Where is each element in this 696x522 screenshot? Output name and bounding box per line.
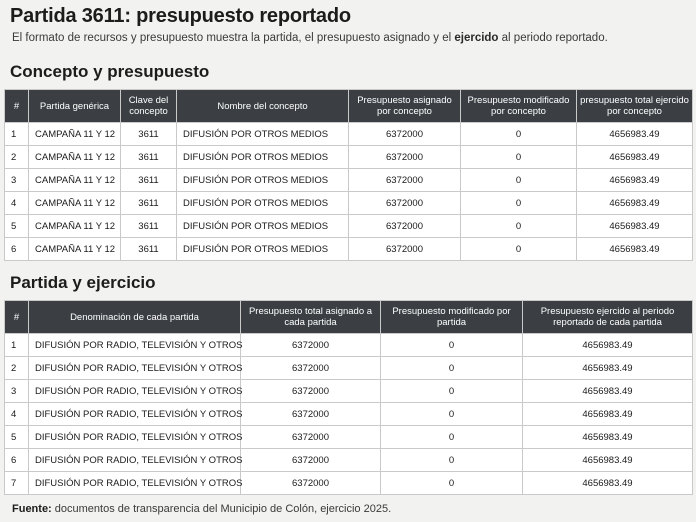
table-cell: 5 bbox=[5, 215, 29, 238]
table-row bbox=[5, 380, 693, 403]
table-cell: 3611 bbox=[121, 146, 177, 169]
column-header: presupuesto total ejercido por concepto bbox=[577, 90, 693, 123]
table-cell: 3 bbox=[5, 169, 29, 192]
table-cell: 6 bbox=[5, 238, 29, 261]
table-cell: 0 bbox=[461, 169, 577, 192]
table-row bbox=[5, 357, 693, 380]
table-cell: DIFUSIÓN POR RADIO, TELEVISIÓN Y OTROS bbox=[29, 334, 241, 357]
table-cell: 4656983.49 bbox=[523, 472, 693, 495]
table-cell: 4656983.49 bbox=[523, 403, 693, 426]
column-header: Presupuesto total asignado a cada partida bbox=[241, 301, 381, 334]
table-cell: DIFUSIÓN POR RADIO, TELEVISIÓN Y OTROS bbox=[29, 380, 241, 403]
table-row bbox=[5, 426, 693, 449]
table-cell: DIFUSIÓN POR OTROS MEDIOS bbox=[177, 192, 349, 215]
subtitle-text-1: El formato de recursos y presupuesto muestra la partida, el presupuesto asignado y el bbox=[12, 32, 455, 44]
table-cell: 6372000 bbox=[349, 238, 461, 261]
column-header: Presupuesto modificado por concepto bbox=[461, 90, 577, 123]
table-cell: 6372000 bbox=[241, 334, 381, 357]
page-title: Partida 3611: presupuesto reportado bbox=[10, 5, 351, 27]
table-cell: 0 bbox=[461, 215, 577, 238]
table-cell: DIFUSIÓN POR RADIO, TELEVISIÓN Y OTROS bbox=[29, 357, 241, 380]
table-row bbox=[5, 403, 693, 426]
table-cell: 4656983.49 bbox=[523, 449, 693, 472]
table-cell: 0 bbox=[461, 123, 577, 146]
table-cell: 6372000 bbox=[241, 403, 381, 426]
table-cell: 5 bbox=[5, 426, 29, 449]
column-header: Nombre del concepto bbox=[177, 90, 349, 123]
subtitle-emphasis: ejercido bbox=[454, 32, 499, 44]
column-header: Denominación de cada partida bbox=[29, 301, 241, 334]
table-cell: 0 bbox=[381, 403, 523, 426]
subtitle-text-2: al periodo reportado. bbox=[498, 32, 608, 44]
table-cell: 0 bbox=[381, 426, 523, 449]
table-cell: DIFUSIÓN POR RADIO, TELEVISIÓN Y OTROS bbox=[29, 426, 241, 449]
table-cell: 1 bbox=[5, 123, 29, 146]
table-cell: 6372000 bbox=[349, 215, 461, 238]
section-title-concepto: Concepto y presupuesto bbox=[10, 62, 210, 81]
footer-text-2: , ejercicio 2025. bbox=[314, 503, 392, 515]
table-row bbox=[5, 146, 693, 169]
partida-ejercicio-table bbox=[4, 300, 693, 495]
table-cell: 4656983.49 bbox=[577, 238, 693, 261]
table-cell: 4656983.49 bbox=[577, 146, 693, 169]
table-cell: 0 bbox=[381, 380, 523, 403]
page-subtitle bbox=[12, 32, 608, 44]
table-cell: DIFUSIÓN POR RADIO, TELEVISIÓN Y OTROS bbox=[29, 449, 241, 472]
table-cell: 4656983.49 bbox=[577, 169, 693, 192]
section-title-partida: Partida y ejercicio bbox=[10, 273, 156, 292]
column-header: Presupuesto asignado por concepto bbox=[349, 90, 461, 123]
table-cell: 3 bbox=[5, 380, 29, 403]
table-cell: 4656983.49 bbox=[577, 215, 693, 238]
table-cell: 4656983.49 bbox=[523, 334, 693, 357]
table-cell: 6372000 bbox=[241, 380, 381, 403]
table-cell: DIFUSIÓN POR RADIO, TELEVISIÓN Y OTROS bbox=[29, 472, 241, 495]
table-cell: 0 bbox=[461, 146, 577, 169]
table-cell: 4656983.49 bbox=[523, 380, 693, 403]
table-row bbox=[5, 192, 693, 215]
table-cell: CAMPAÑA 11 Y 12 bbox=[29, 169, 121, 192]
table-cell: 4656983.49 bbox=[577, 123, 693, 146]
column-header: # bbox=[5, 90, 29, 123]
table-cell: 4 bbox=[5, 403, 29, 426]
source-footer bbox=[12, 503, 391, 515]
table-cell: 1 bbox=[5, 334, 29, 357]
table-cell: 0 bbox=[381, 334, 523, 357]
table-cell: 0 bbox=[381, 472, 523, 495]
table-cell: DIFUSIÓN POR OTROS MEDIOS bbox=[177, 215, 349, 238]
column-header: Presupuesto ejercido al periodo reportado de cada partida bbox=[523, 301, 693, 334]
table-cell: 0 bbox=[461, 238, 577, 261]
footer-label: Fuente: bbox=[12, 503, 52, 515]
table-row bbox=[5, 215, 693, 238]
table-row bbox=[5, 169, 693, 192]
table-cell: DIFUSIÓN POR OTROS MEDIOS bbox=[177, 169, 349, 192]
table-cell: 3611 bbox=[121, 123, 177, 146]
column-header: # bbox=[5, 301, 29, 334]
table-cell: CAMPAÑA 11 Y 12 bbox=[29, 146, 121, 169]
column-header: Presupuesto modificado por partida bbox=[381, 301, 523, 334]
table-cell: 0 bbox=[381, 449, 523, 472]
table-cell: CAMPAÑA 11 Y 12 bbox=[29, 192, 121, 215]
table-cell: CAMPAÑA 11 Y 12 bbox=[29, 215, 121, 238]
table-cell: 3611 bbox=[121, 238, 177, 261]
table-cell: 4656983.49 bbox=[523, 426, 693, 449]
column-header: Partida genérica bbox=[29, 90, 121, 123]
table-cell: 6372000 bbox=[349, 146, 461, 169]
table-row bbox=[5, 123, 693, 146]
table-cell: CAMPAÑA 11 Y 12 bbox=[29, 238, 121, 261]
table-cell: 4656983.49 bbox=[577, 192, 693, 215]
table-cell: 4 bbox=[5, 192, 29, 215]
table-header-row bbox=[5, 301, 693, 334]
table-cell: 6372000 bbox=[349, 192, 461, 215]
table-cell: 6 bbox=[5, 449, 29, 472]
table-row bbox=[5, 449, 693, 472]
table-header-row bbox=[5, 90, 693, 123]
table-cell: 0 bbox=[461, 192, 577, 215]
table-cell: 3611 bbox=[121, 169, 177, 192]
table-cell: DIFUSIÓN POR OTROS MEDIOS bbox=[177, 123, 349, 146]
table-cell: 3611 bbox=[121, 215, 177, 238]
table-cell: 6372000 bbox=[241, 357, 381, 380]
table-cell: 7 bbox=[5, 472, 29, 495]
table-cell: DIFUSIÓN POR OTROS MEDIOS bbox=[177, 238, 349, 261]
concepto-presupuesto-table bbox=[4, 89, 693, 261]
table-cell: 4656983.49 bbox=[523, 357, 693, 380]
table-cell: DIFUSIÓN POR RADIO, TELEVISIÓN Y OTROS bbox=[29, 403, 241, 426]
column-header: Clave del concepto bbox=[121, 90, 177, 123]
table-row bbox=[5, 472, 693, 495]
table-cell: 3611 bbox=[121, 192, 177, 215]
table-cell: 2 bbox=[5, 146, 29, 169]
table-cell: 6372000 bbox=[349, 169, 461, 192]
table-cell: DIFUSIÓN POR OTROS MEDIOS bbox=[177, 146, 349, 169]
table-row bbox=[5, 334, 693, 357]
table-cell: 0 bbox=[381, 357, 523, 380]
table-cell: 2 bbox=[5, 357, 29, 380]
table-cell: 6372000 bbox=[241, 426, 381, 449]
table-cell: 6372000 bbox=[349, 123, 461, 146]
footer-entity: Municipio de Colón bbox=[220, 503, 315, 515]
table-cell: CAMPAÑA 11 Y 12 bbox=[29, 123, 121, 146]
table-cell: 6372000 bbox=[241, 472, 381, 495]
table-row bbox=[5, 238, 693, 261]
footer-text-1: documentos de transparencia del bbox=[51, 503, 221, 515]
table-cell: 6372000 bbox=[241, 449, 381, 472]
